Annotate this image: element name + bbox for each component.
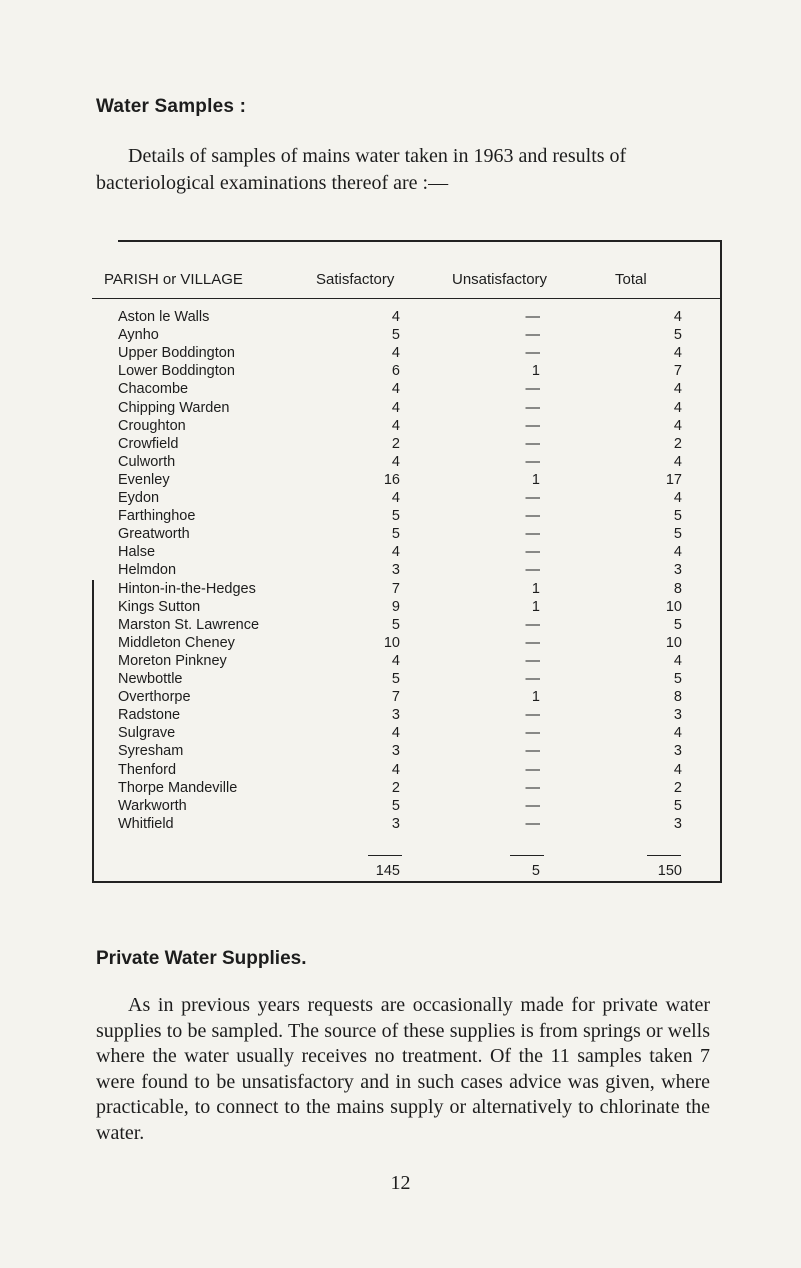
parish-name: Radstone <box>118 707 181 724</box>
satisfactory-count: 6 <box>391 363 400 380</box>
unsatisfactory-count: — <box>525 779 540 796</box>
table-row <box>0 688 801 706</box>
table-row <box>0 724 801 742</box>
parish-name: Aston le Walls <box>118 309 210 325</box>
satisfactory-count: 3 <box>391 562 400 579</box>
table-row <box>0 706 801 724</box>
total-rule-unsatisfactory <box>510 855 544 856</box>
table-row <box>0 652 801 670</box>
satisfactory-count: 4 <box>391 381 400 398</box>
table-row <box>0 362 801 380</box>
satisfactory-count: 2 <box>391 435 400 452</box>
table-row <box>0 779 801 797</box>
parish-name: Greatworth <box>118 526 190 543</box>
total-count: 4 <box>673 417 682 434</box>
unsatisfactory-count: — <box>525 309 540 325</box>
table-row <box>0 616 801 634</box>
satisfactory-count: 4 <box>391 399 400 416</box>
total-satisfactory: 145 <box>375 863 400 879</box>
parish-name: Whitfield <box>118 815 174 832</box>
table-row <box>0 399 801 417</box>
table-row <box>0 453 801 471</box>
satisfactory-count: 5 <box>391 616 400 633</box>
satisfactory-count: 4 <box>391 544 400 561</box>
parish-name: Evenley <box>118 471 170 488</box>
parish-name: Warkworth <box>118 797 187 814</box>
total-count: 4 <box>673 453 682 470</box>
parish-name: Aynho <box>118 327 159 344</box>
unsatisfactory-count: — <box>525 526 540 543</box>
unsatisfactory-count: — <box>525 671 540 687</box>
satisfactory-count: 4 <box>391 453 400 470</box>
parish-name: Thorpe Mandeville <box>118 779 238 796</box>
table-row <box>0 435 801 453</box>
total-count: 10 <box>665 598 682 615</box>
parish-name: Halse <box>118 544 156 561</box>
unsatisfactory-count: — <box>525 725 540 742</box>
total-count: 3 <box>673 562 682 579</box>
total-count: 2 <box>673 779 682 796</box>
total-count: 5 <box>673 508 682 525</box>
satisfactory-count: 2 <box>391 779 400 796</box>
unsatisfactory-count: 1 <box>531 689 540 706</box>
unsatisfactory-count: — <box>525 417 540 434</box>
table-row <box>0 471 801 489</box>
parish-name: Crowfield <box>118 435 179 452</box>
satisfactory-count: 16 <box>383 471 400 488</box>
satisfactory-count: 4 <box>391 345 400 362</box>
total-count: 5 <box>673 616 682 633</box>
table-top-rule <box>118 240 722 242</box>
unsatisfactory-count: — <box>525 399 540 416</box>
parish-name: Helmdon <box>118 562 177 579</box>
total-count: 17 <box>665 471 682 488</box>
table-row <box>0 326 801 344</box>
table-row <box>0 742 801 760</box>
table-row <box>0 507 801 525</box>
parish-name: Chipping Warden <box>118 399 230 416</box>
table-row <box>0 761 801 779</box>
total-unsatisfactory: 5 <box>531 863 540 879</box>
table-row <box>0 598 801 616</box>
table-row <box>0 489 801 507</box>
satisfactory-count: 5 <box>391 671 400 687</box>
table-row <box>0 525 801 543</box>
satisfactory-count: 4 <box>391 490 400 506</box>
header-unsatisfactory: Unsatisfactory <box>452 271 548 288</box>
total-count: 3 <box>673 743 682 760</box>
total-count: 2 <box>673 435 682 452</box>
satisfactory-count: 5 <box>391 508 400 525</box>
private-supplies-heading: Private Water Supplies. <box>96 948 307 969</box>
total-count: 4 <box>673 381 682 398</box>
table-row <box>0 670 801 688</box>
header-bottom-rule <box>92 298 720 299</box>
satisfactory-count: 3 <box>391 815 400 832</box>
parish-name: Syresham <box>118 743 184 760</box>
total-count: 5 <box>673 797 682 814</box>
parish-name: Newbottle <box>118 671 183 687</box>
table-row <box>0 380 801 398</box>
total-count: 5 <box>673 526 682 543</box>
parish-name: Kings Sutton <box>118 598 201 615</box>
total-count: 4 <box>673 490 682 506</box>
total-count: 3 <box>673 707 682 724</box>
total-total: 150 <box>657 863 682 879</box>
table-row <box>0 543 801 561</box>
parish-name: Culworth <box>118 453 176 470</box>
unsatisfactory-count: — <box>525 435 540 452</box>
unsatisfactory-count: 1 <box>531 363 540 380</box>
parish-name: Hinton-in-the-Hedges <box>118 580 256 597</box>
total-count: 4 <box>673 309 682 325</box>
unsatisfactory-count: — <box>525 743 540 760</box>
unsatisfactory-count: — <box>525 616 540 633</box>
total-count: 7 <box>673 363 682 380</box>
table-row <box>0 308 801 326</box>
unsatisfactory-count: — <box>525 327 540 344</box>
unsatisfactory-count: — <box>525 345 540 362</box>
table-row <box>0 561 801 579</box>
totals-row <box>0 863 801 883</box>
parish-name: Eydon <box>118 490 160 506</box>
parish-name: Lower Boddington <box>118 363 235 380</box>
total-count: 5 <box>673 671 682 687</box>
unsatisfactory-count: — <box>525 544 540 561</box>
total-count: 4 <box>673 725 682 742</box>
unsatisfactory-count: — <box>525 381 540 398</box>
unsatisfactory-count: — <box>525 453 540 470</box>
unsatisfactory-count: — <box>525 652 540 669</box>
satisfactory-count: 4 <box>391 309 400 325</box>
satisfactory-count: 4 <box>391 761 400 778</box>
table-row <box>0 344 801 362</box>
table-row <box>0 580 801 598</box>
total-count: 4 <box>673 399 682 416</box>
header-parish: PARISH or VILLAGE <box>104 271 243 288</box>
section-heading: Water Samples : <box>96 96 247 117</box>
total-count: 4 <box>673 544 682 561</box>
parish-name: Overthorpe <box>118 689 191 706</box>
unsatisfactory-count: — <box>525 634 540 651</box>
parish-name: Farthinghoe <box>118 508 196 525</box>
table-row <box>0 634 801 652</box>
unsatisfactory-count: — <box>525 562 540 579</box>
satisfactory-count: 7 <box>391 689 400 706</box>
total-count: 8 <box>673 689 682 706</box>
unsatisfactory-count: — <box>525 707 540 724</box>
table-row <box>0 417 801 435</box>
intro-paragraph: Details of samples of mains water taken in 1963 and results of bacteriological examinations thereof are :— <box>96 145 627 194</box>
total-rule-total <box>647 855 681 856</box>
unsatisfactory-count: — <box>525 490 540 506</box>
total-count: 4 <box>673 345 682 362</box>
satisfactory-count: 3 <box>391 743 400 760</box>
satisfactory-count: 7 <box>391 580 400 597</box>
header-total: Total <box>615 271 647 288</box>
satisfactory-count: 3 <box>391 707 400 724</box>
parish-name: Chacombe <box>118 381 189 398</box>
total-count: 5 <box>673 327 682 344</box>
satisfactory-count: 5 <box>391 797 400 814</box>
satisfactory-count: 10 <box>383 634 400 651</box>
parish-name: Sulgrave <box>118 725 176 742</box>
unsatisfactory-count: 1 <box>531 598 540 615</box>
table-row <box>0 797 801 815</box>
satisfactory-count: 4 <box>391 417 400 434</box>
page-number: 12 <box>390 1172 411 1194</box>
total-count: 8 <box>673 580 682 597</box>
total-rule-satisfactory <box>368 855 402 856</box>
parish-name: Middleton Cheney <box>118 634 235 651</box>
satisfactory-count: 4 <box>391 725 400 742</box>
parish-name: Croughton <box>118 417 186 434</box>
private-supplies-paragraph: As in previous years requests are occasionally made for private water supplies to be sampled. The source of these supplies is from springs or wells where the water usually receives no treatment. Of the 11 samples taken 7 were found to be unsatisfactory and in such cases advice was given, where practicable, to connect to the mains supply or alternatively to chlorinate the water. <box>96 994 710 1144</box>
unsatisfactory-count: — <box>525 815 540 832</box>
satisfactory-count: 5 <box>391 327 400 344</box>
parish-name: Thenford <box>118 761 177 778</box>
unsatisfactory-count: — <box>525 761 540 778</box>
unsatisfactory-count: 1 <box>531 471 540 488</box>
unsatisfactory-count: — <box>525 508 540 525</box>
parish-name: Moreton Pinkney <box>118 652 227 669</box>
unsatisfactory-count: — <box>525 797 540 814</box>
table-row <box>0 815 801 833</box>
satisfactory-count: 4 <box>391 652 400 669</box>
total-count: 4 <box>673 761 682 778</box>
satisfactory-count: 9 <box>391 598 400 615</box>
parish-name: Marston St. Lawrence <box>118 616 260 633</box>
header-satisfactory: Satisfactory <box>316 271 395 288</box>
parish-name: Upper Boddington <box>118 345 235 362</box>
satisfactory-count: 5 <box>391 526 400 543</box>
total-count: 3 <box>673 815 682 832</box>
total-count: 10 <box>665 634 682 651</box>
unsatisfactory-count: 1 <box>531 580 540 597</box>
total-count: 4 <box>673 652 682 669</box>
